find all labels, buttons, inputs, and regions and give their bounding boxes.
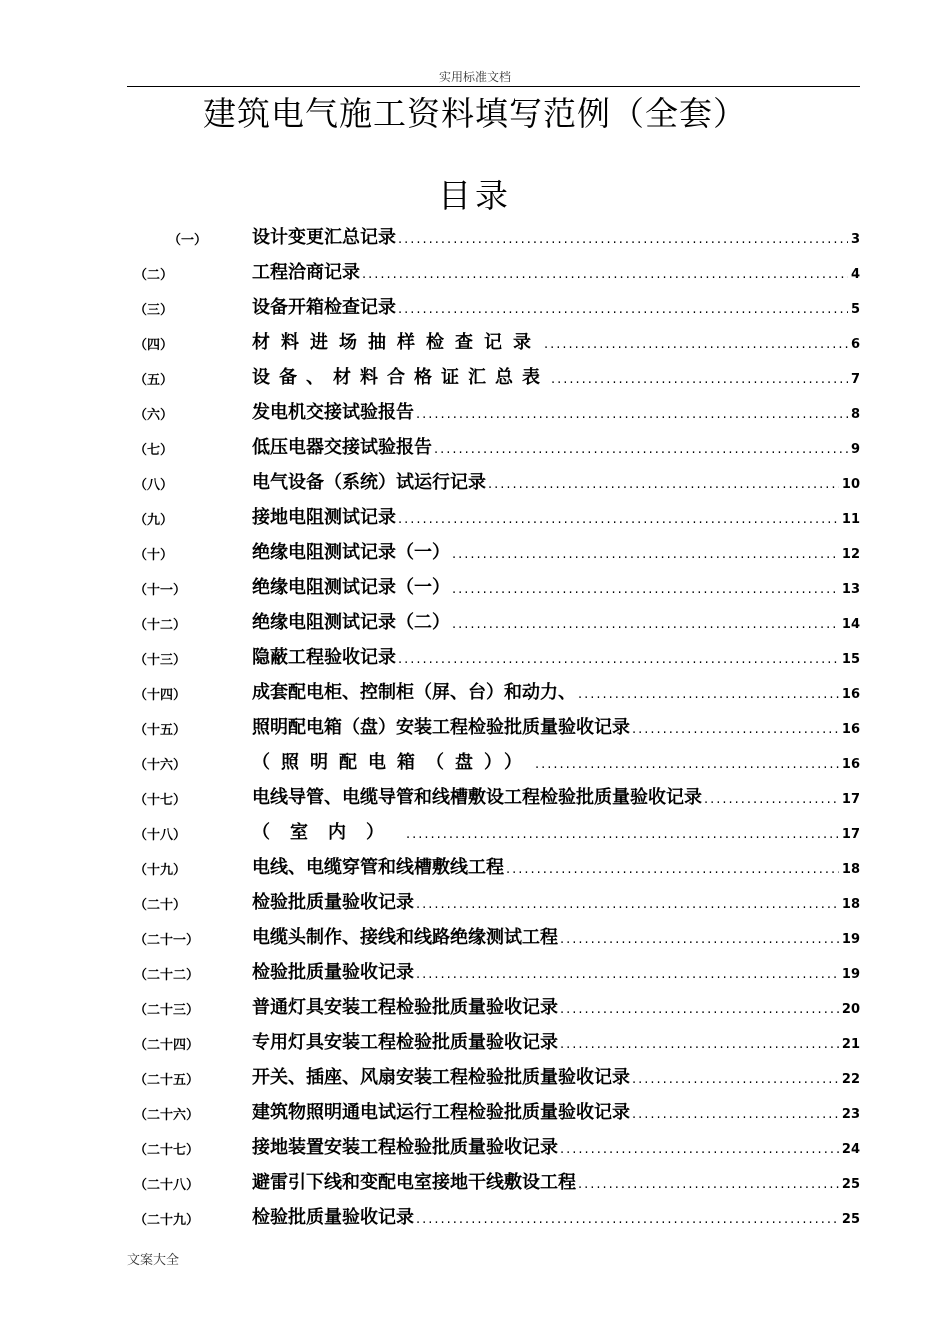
toc-entry-title: 避雷引下线和变配电室接地干线敷设工程 bbox=[252, 1172, 576, 1193]
toc-entry-page: 17 bbox=[841, 792, 860, 807]
toc-entry[interactable] bbox=[0, 1199, 950, 1234]
toc-entry-page: 9 bbox=[850, 442, 860, 457]
toc-leader-dots bbox=[544, 337, 848, 352]
toc-entry[interactable] bbox=[0, 674, 950, 709]
toc-entry-page: 16 bbox=[841, 722, 860, 737]
toc-leader-dots bbox=[452, 582, 839, 597]
toc-entry-page: 22 bbox=[841, 1072, 860, 1087]
toc-entry-number: （二十六） bbox=[134, 1108, 200, 1123]
toc-entry-number: （十二） bbox=[134, 618, 187, 633]
toc-leader-dots bbox=[632, 722, 839, 737]
toc-entry-title: （室内） bbox=[252, 822, 404, 843]
toc-entry[interactable] bbox=[0, 464, 950, 499]
toc-entry[interactable] bbox=[0, 954, 950, 989]
toc-entry-number: （二十五） bbox=[134, 1073, 200, 1088]
toc-entry-number: （十三） bbox=[134, 653, 187, 668]
toc-entry-number: （十） bbox=[134, 548, 174, 563]
toc-entry-number: （九） bbox=[134, 513, 174, 528]
toc-leader-dots bbox=[406, 827, 839, 842]
toc-entry-title: 检验批质量验收记录 bbox=[252, 1207, 414, 1228]
toc-entry[interactable] bbox=[0, 219, 950, 254]
toc-leader-dots bbox=[488, 477, 839, 492]
toc-entry-page: 11 bbox=[841, 512, 860, 527]
toc-entry[interactable] bbox=[0, 394, 950, 429]
toc-entry-title: 工程洽商记录 bbox=[252, 262, 360, 283]
toc-entry-page: 14 bbox=[841, 617, 860, 632]
toc-entry-title: 设备开箱检查记录 bbox=[252, 297, 396, 318]
toc-entry-title: 检验批质量验收记录 bbox=[252, 962, 414, 983]
toc-entry-page: 18 bbox=[841, 862, 860, 877]
toc-leader-dots bbox=[398, 512, 839, 527]
toc-entry-number: （三） bbox=[134, 303, 174, 318]
toc-entry-page: 12 bbox=[841, 547, 860, 562]
toc-entry-number: （二） bbox=[134, 268, 174, 283]
toc-entry[interactable] bbox=[0, 814, 950, 849]
toc-entry-title: （照明配电箱（盘）） bbox=[252, 752, 533, 773]
toc-entry[interactable] bbox=[0, 849, 950, 884]
toc-entry-title: 设计变更汇总记录 bbox=[252, 227, 396, 248]
toc-entry-number: （十九） bbox=[134, 863, 187, 878]
toc-entry-page: 13 bbox=[841, 582, 860, 597]
toc-entry-number: （五） bbox=[134, 373, 174, 388]
toc-entry-title: 绝缘电阻测试记录（二） bbox=[252, 612, 450, 633]
toc-entry-page: 21 bbox=[841, 1037, 860, 1052]
toc-entry-title: 发电机交接试验报告 bbox=[252, 402, 414, 423]
toc-entry-number: （十六） bbox=[134, 758, 187, 773]
toc-entry-number: （二十二） bbox=[134, 968, 200, 983]
toc-entry-title: 材料进场抽样检查记录 bbox=[252, 332, 542, 353]
toc-leader-dots bbox=[578, 687, 839, 702]
toc-leader-dots bbox=[416, 967, 839, 982]
toc-entry-title: 隐蔽工程验收记录 bbox=[252, 647, 396, 668]
toc-entry-title: 电缆头制作、接线和线路绝缘测试工程 bbox=[252, 927, 558, 948]
toc-entry-title: 电线导管、电缆导管和线槽敷设工程检验批质量验收记录 bbox=[252, 787, 702, 808]
toc-entry-number: （四） bbox=[134, 338, 174, 353]
toc-entry-number: （六） bbox=[134, 408, 174, 423]
toc-leader-dots bbox=[416, 1212, 839, 1227]
toc-leader-dots bbox=[560, 1002, 839, 1017]
toc-entry[interactable] bbox=[0, 534, 950, 569]
toc-leader-dots bbox=[452, 617, 839, 632]
toc-entry[interactable] bbox=[0, 1059, 950, 1094]
document-title: 建筑电气施工资料填写范例（全套） bbox=[203, 94, 747, 133]
toc-entry-number: （二十八） bbox=[134, 1178, 200, 1193]
toc-entry[interactable] bbox=[0, 779, 950, 814]
toc-entry-page: 24 bbox=[841, 1142, 860, 1157]
toc-entry-number: （二十） bbox=[134, 898, 187, 913]
toc-leader-dots bbox=[416, 407, 848, 422]
toc-entry-page: 4 bbox=[850, 267, 860, 282]
toc-entry-page: 20 bbox=[841, 1002, 860, 1017]
toc-entry[interactable] bbox=[0, 709, 950, 744]
page-footer-text: 文案大全 bbox=[127, 1253, 180, 1268]
toc-entry[interactable] bbox=[0, 1094, 950, 1129]
toc-entry-title: 设备、材料合格证汇总表 bbox=[252, 367, 549, 388]
toc-entry-number: （二十七） bbox=[134, 1143, 200, 1158]
toc-entry-number: （十五） bbox=[134, 723, 187, 738]
toc-entry-number: （二十四） bbox=[134, 1038, 200, 1053]
toc-entry-number: （八） bbox=[134, 478, 174, 493]
toc-entry-title: 低压电器交接试验报告 bbox=[252, 437, 432, 458]
toc-entry[interactable] bbox=[0, 324, 950, 359]
toc-entry-page: 25 bbox=[841, 1177, 860, 1192]
toc-leader-dots bbox=[434, 442, 848, 457]
toc-entry-title: 检验批质量验收记录 bbox=[252, 892, 414, 913]
toc-entry-number: （七） bbox=[134, 443, 174, 458]
toc-entry[interactable] bbox=[0, 639, 950, 674]
toc-entry-number: （一） bbox=[168, 233, 208, 248]
toc-entry-number: （十四） bbox=[134, 688, 187, 703]
toc-entry-title: 电线、电缆穿管和线槽敷线工程 bbox=[252, 857, 504, 878]
toc-entry[interactable] bbox=[0, 1164, 950, 1199]
toc-entry[interactable] bbox=[0, 884, 950, 919]
toc-leader-dots bbox=[535, 757, 839, 772]
toc-entry-page: 3 bbox=[850, 232, 860, 247]
toc-entry-page: 25 bbox=[841, 1212, 860, 1227]
toc-entry[interactable] bbox=[0, 1129, 950, 1164]
toc-entry-number: （十一） bbox=[134, 583, 187, 598]
toc-entry[interactable] bbox=[0, 919, 950, 954]
page-header-text: 实用标准文档 bbox=[438, 70, 511, 84]
toc-entry-title: 绝缘电阻测试记录（一） bbox=[252, 577, 450, 598]
toc-entry-page: 16 bbox=[841, 757, 860, 772]
toc-entry[interactable] bbox=[0, 429, 950, 464]
toc-entry-title: 绝缘电阻测试记录（一） bbox=[252, 542, 450, 563]
toc-leader-dots bbox=[560, 1037, 839, 1052]
toc-entry-page: 19 bbox=[841, 932, 860, 947]
toc-entry-title: 专用灯具安装工程检验批质量验收记录 bbox=[252, 1032, 558, 1053]
toc-entry-title: 成套配电柜、控制柜（屏、台）和动力、 bbox=[252, 682, 576, 703]
toc-entry[interactable] bbox=[0, 359, 950, 394]
toc-entry-title: 普通灯具安装工程检验批质量验收记录 bbox=[252, 997, 558, 1018]
toc-entry-page: 15 bbox=[841, 652, 860, 667]
toc-entry-page: 6 bbox=[850, 337, 860, 352]
toc-leader-dots bbox=[362, 267, 848, 282]
toc-leader-dots bbox=[560, 1142, 839, 1157]
toc-entry-number: （十七） bbox=[134, 793, 187, 808]
toc-leader-dots bbox=[398, 232, 848, 247]
toc-leader-dots bbox=[632, 1107, 839, 1122]
toc-entry[interactable] bbox=[0, 1024, 950, 1059]
toc-entry-page: 5 bbox=[850, 302, 860, 317]
toc-leader-dots bbox=[632, 1072, 839, 1087]
toc-leader-dots bbox=[416, 897, 839, 912]
header-rule bbox=[127, 86, 860, 87]
toc-entry-page: 19 bbox=[841, 967, 860, 982]
toc-leader-dots bbox=[704, 792, 839, 807]
toc-leader-dots bbox=[578, 1177, 839, 1192]
toc-entry-title: 开关、插座、风扇安装工程检验批质量验收记录 bbox=[252, 1067, 630, 1088]
toc-entry-number: （二十九） bbox=[134, 1213, 200, 1228]
toc-heading: 目录 bbox=[438, 176, 512, 215]
toc-leader-dots bbox=[506, 862, 839, 877]
toc-entry-title: 接地电阻测试记录 bbox=[252, 507, 396, 528]
toc-leader-dots bbox=[398, 302, 848, 317]
toc-entry-title: 建筑物照明通电试运行工程检验批质量验收记录 bbox=[252, 1102, 630, 1123]
toc-entry[interactable] bbox=[0, 989, 950, 1024]
toc-entry-page: 17 bbox=[841, 827, 860, 842]
toc-entry-number: （十八） bbox=[134, 828, 187, 843]
toc-entry-title: 照明配电箱（盘）安装工程检验批质量验收记录 bbox=[252, 717, 630, 738]
toc-entry[interactable] bbox=[0, 499, 950, 534]
toc-entry[interactable] bbox=[0, 569, 950, 604]
toc-leader-dots bbox=[560, 932, 839, 947]
toc-entry-page: 18 bbox=[841, 897, 860, 912]
toc-entry[interactable] bbox=[0, 744, 950, 779]
toc-entry-number: （二十一） bbox=[134, 933, 200, 948]
toc-entry-page: 8 bbox=[850, 407, 860, 422]
toc-entry-page: 16 bbox=[841, 687, 860, 702]
toc-entry-number: （二十三） bbox=[134, 1003, 200, 1018]
toc-entry-page: 7 bbox=[850, 372, 860, 387]
toc-leader-dots bbox=[398, 652, 839, 667]
toc-entry[interactable] bbox=[0, 604, 950, 639]
toc-entry-title: 接地装置安装工程检验批质量验收记录 bbox=[252, 1137, 558, 1158]
toc-leader-dots bbox=[551, 372, 848, 387]
toc-leader-dots bbox=[452, 547, 839, 562]
toc-entry-page: 10 bbox=[841, 477, 860, 492]
toc-entry[interactable] bbox=[0, 254, 950, 289]
toc-entry-page: 23 bbox=[841, 1107, 860, 1122]
toc-entry[interactable] bbox=[0, 289, 950, 324]
toc-entry-title: 电气设备（系统）试运行记录 bbox=[252, 472, 486, 493]
